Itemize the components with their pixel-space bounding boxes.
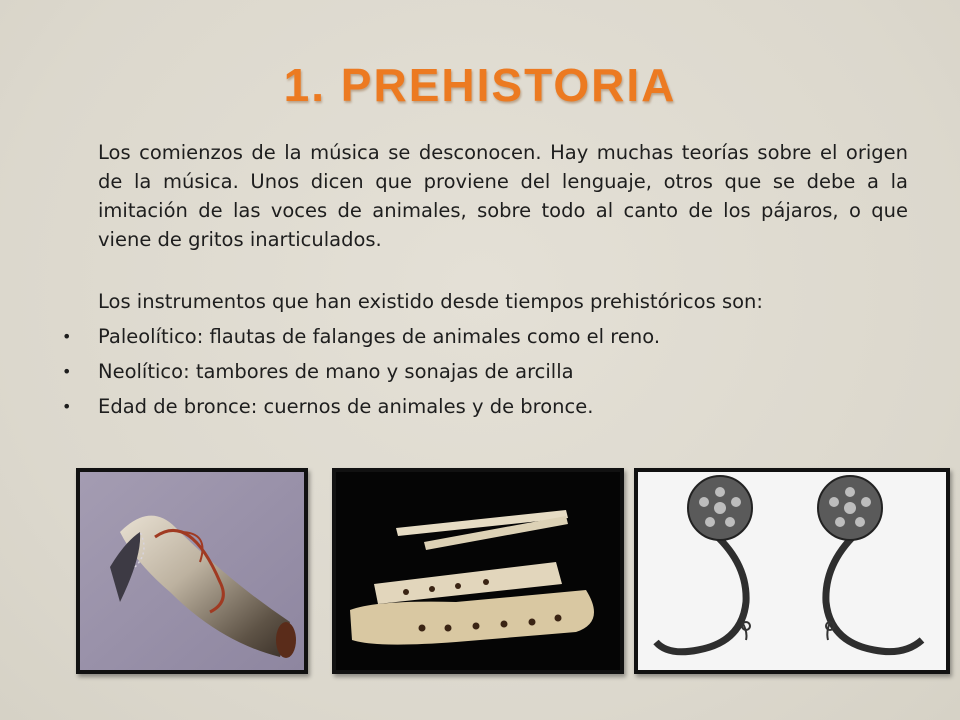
bullet-icon: • (62, 362, 72, 381)
list-item (62, 392, 660, 421)
list-item (62, 322, 660, 351)
bullet-icon: • (62, 397, 72, 416)
intro-paragraph: Los comienzos de la música se desconocen. Hay muchas teorías sobre el origen de la música. Unos dicen que proviene del lenguaje, otros que se debe a la imitación de las voces de animales, sobre todo al canto de los pájaros, o que viene de gritos inarticulados. (98, 141, 908, 251)
list-item-text: Neolítico: tambores de mano y sonajas de arcilla (98, 360, 574, 383)
slide-title: 1. PREHISTORIA (283, 59, 677, 111)
list-item-text: Paleolítico: flautas de falanges de animales como el reno. (98, 325, 661, 348)
animal-horn-photo (76, 468, 308, 674)
bone-flutes-photo (332, 468, 624, 674)
instruments-list (62, 322, 660, 427)
bullet-icon: • (62, 327, 72, 346)
instruments-intro: Los instrumentos que han existido desde tiempos prehistóricos son: (98, 290, 763, 313)
list-item (62, 357, 660, 386)
list-item-text: Edad de bronce: cuernos de animales y de bronce. (98, 395, 594, 418)
bronze-lurs-illustration (634, 468, 950, 674)
